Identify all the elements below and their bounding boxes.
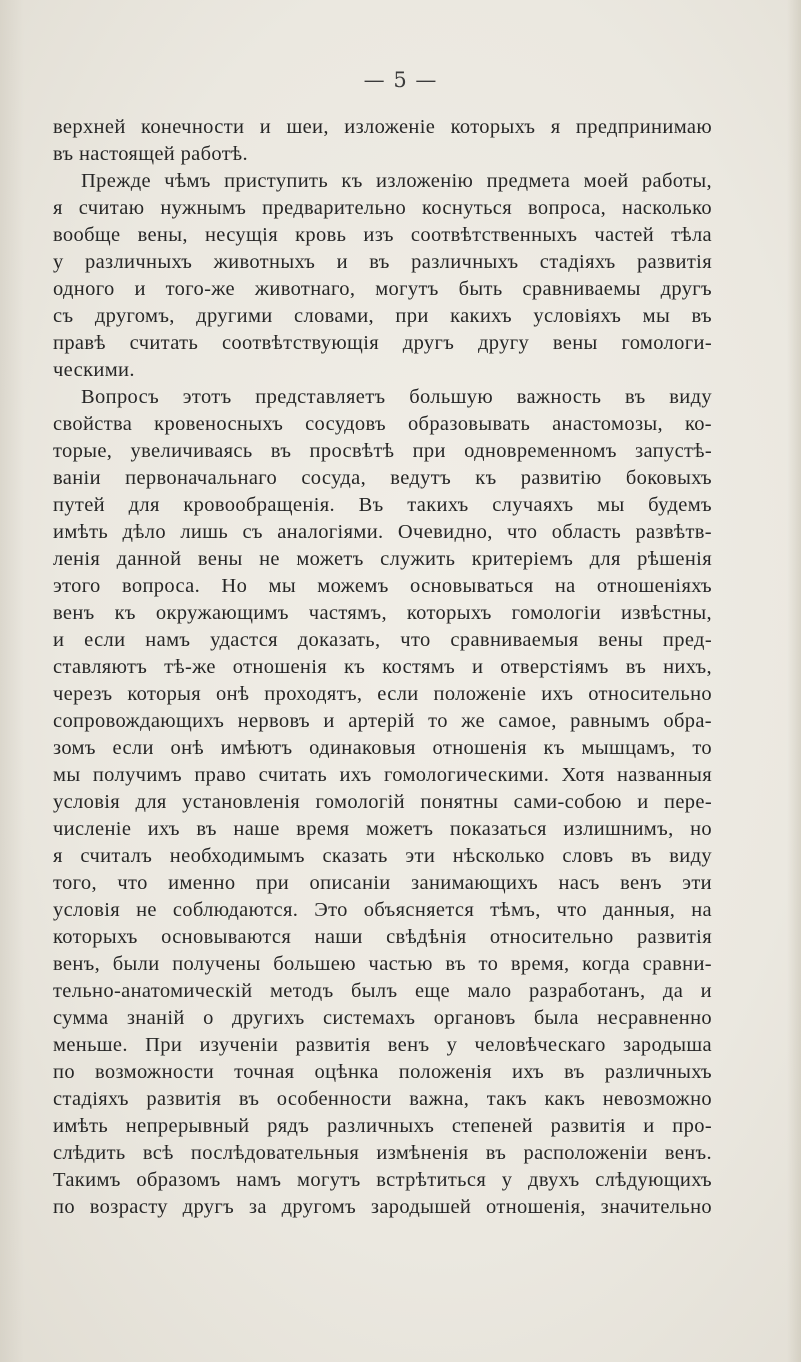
- text-line: верхней конечности и шеи, изложеніе которыхъ я предпринимаю: [53, 116, 712, 138]
- text-line: того, что именно при описаніи занимающихъ насъ венъ эти: [53, 872, 712, 894]
- text-line: съ другомъ, другими словами, при какихъ условіяхъ мы въ: [53, 305, 712, 327]
- text-line: ставляютъ тѣ-же отношенія къ костямъ и отверстіямъ въ нихъ,: [53, 656, 712, 678]
- text-line: мы получимъ право считать ихъ гомологическими. Хотя названныя: [53, 764, 712, 786]
- text-line: вообще вены, несущія кровь изъ соотвѣтственныхъ частей тѣла: [53, 224, 712, 246]
- text-line: имѣть непрерывный рядъ различныхъ степеней развитія и про-: [53, 1115, 712, 1137]
- page-edge-left: [0, 0, 24, 1362]
- page-edge-right: [787, 0, 801, 1362]
- text-line: Такимъ образомъ намъ могутъ встрѣтиться у двухъ слѣдующихъ: [53, 1169, 712, 1191]
- text-line: ческими.: [53, 359, 135, 381]
- text-line: меньше. При изученіи развитія венъ у человѣческаго зародыша: [53, 1034, 712, 1056]
- text-line: и если намъ удастся доказать, что сравниваемыя вены пред-: [53, 629, 712, 651]
- text-line: у различныхъ животныхъ и въ различныхъ стадіяхъ развитія: [53, 251, 712, 273]
- text-line: я считаю нужнымъ предварительно коснуться вопроса, насколько: [53, 197, 712, 219]
- text-line: ленія данной вены не можетъ служить критеріемъ для рѣшенія: [53, 548, 712, 570]
- text-line: путей для кровообращенія. Въ такихъ случаяхъ мы будемъ: [53, 494, 712, 516]
- text-line: численіе ихъ въ наше время можетъ показаться излишнимъ, но: [53, 818, 712, 840]
- text-line: условія для установленія гомологій понятны сами-собою и пере-: [53, 791, 712, 813]
- text-line: по возможности точная оцѣнка положенія ихъ въ различныхъ: [53, 1061, 712, 1083]
- page-number: — 5 —: [363, 68, 438, 92]
- text-line: свойства кровеносныхъ сосудовъ образовывать анастомозы, ко-: [53, 413, 712, 435]
- text-line: слѣдить всѣ послѣдовательныя измѣненія въ расположеніи венъ.: [53, 1142, 712, 1164]
- text-line: венъ къ окружающимъ частямъ, которыхъ гомологіи извѣстны,: [53, 602, 712, 624]
- text-line: ваніи первоначальнаго сосуда, ведутъ къ развитію боковыхъ: [53, 467, 712, 489]
- text-line: имѣть дѣло лишь съ аналогіями. Очевидно, что область развѣтв-: [53, 521, 712, 543]
- text-line: которыхъ основываются наши свѣдѣнія относительно развитія: [53, 926, 712, 948]
- text-line: зомъ если онѣ имѣютъ одинаковыя отношенія къ мышцамъ, то: [53, 737, 712, 759]
- text-line: одного и того-же животнаго, могутъ быть сравниваемы другъ: [53, 278, 712, 300]
- text-line: я считалъ необходимымъ сказать эти нѣсколько словъ въ виду: [53, 845, 712, 867]
- text-line: по возрасту другъ за другомъ зародышей отношенія, значительно: [53, 1196, 712, 1218]
- text-line: сопровождающихъ нервовъ и артерій то же самое, равнымъ обра-: [53, 710, 712, 732]
- body-text: [53, 114, 712, 1221]
- text-line: Вопросъ этотъ представляетъ большую важность въ виду: [81, 386, 712, 408]
- text-line: черезъ которыя онѣ проходятъ, если положеніе ихъ относительно: [53, 683, 712, 705]
- text-line: этого вопроса. Но мы можемъ основываться на отношеніяхъ: [53, 575, 712, 597]
- text-line: сумма знаній о другихъ системахъ органовъ была несравненно: [53, 1007, 712, 1029]
- text-line: Прежде чѣмъ приступить къ изложенію предмета моей работы,: [81, 170, 712, 192]
- text-line: стадіяхъ развитія въ особенности важна, такъ какъ невозможно: [53, 1088, 712, 1110]
- text-line: условія не соблюдаются. Это объясняется тѣмъ, что данныя, на: [53, 899, 712, 921]
- text-line: торые, увеличиваясь въ просвѣтѣ при одновременномъ запустѣ-: [53, 440, 712, 462]
- text-line: правѣ считать соотвѣтствующія другъ другу вены гомологи-: [53, 332, 712, 354]
- text-line: тельно-анатомическій методъ былъ еще мало разработанъ, да и: [53, 980, 712, 1002]
- text-line: въ настоящей работѣ.: [53, 143, 248, 165]
- text-line: венъ, были получены большею частью въ то время, когда сравни-: [53, 953, 712, 975]
